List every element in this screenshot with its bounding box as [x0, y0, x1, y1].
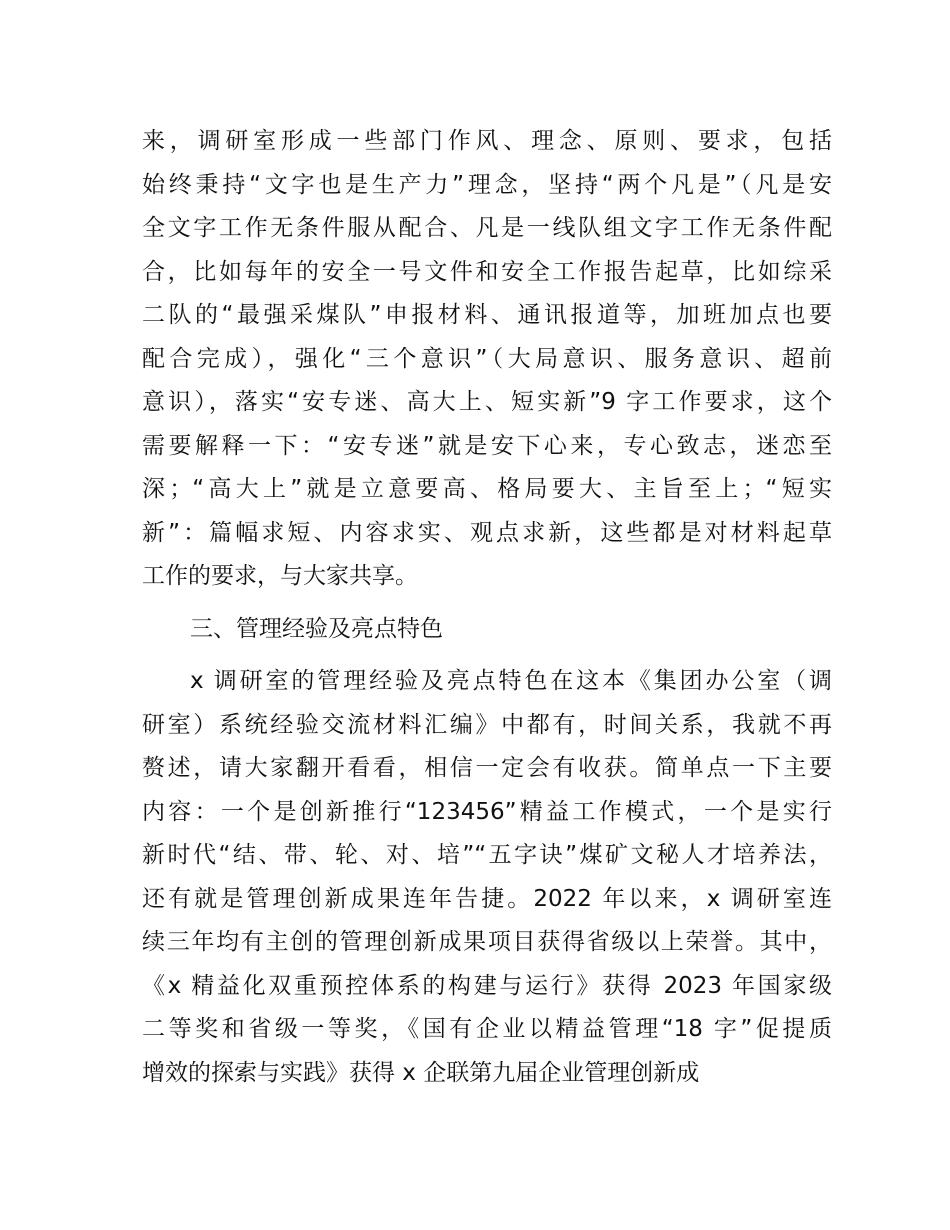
text-line: 还有就是管理创新成果连年告捷。2022 年以来，x 调研室连 [142, 885, 832, 912]
text-line: 工作的要求，与大家共享。 [142, 563, 418, 589]
section-heading-block [142, 608, 832, 652]
document-body [142, 120, 832, 1104]
text-line: 配合完成），强化“三个意识”（大局意识、服务意识、超前 [142, 345, 832, 372]
text-line: 始终秉持“文字也是生产力”理念，坚持“两个凡是”（凡是安 [142, 171, 832, 198]
text-line: 《x 精益化双重预控体系的构建与运行》获得 2023 年国家级 [142, 972, 832, 999]
text-line: 赘述，请大家翻开看看，相信一定会有收获。简单点一下主要 [142, 755, 832, 781]
text-line: 增效的探索与实践》获得 x 企联第九届企业管理创新成 [142, 1059, 700, 1086]
text-line: 二队的“最强采煤队”申报材料、通讯报道等，加班加点也要 [142, 302, 832, 328]
text-line: 二等奖和省级一等奖，《国有企业以精益管理“18 字”促提质 [142, 1016, 832, 1042]
section-heading: 三、管理经验及亮点特色 [190, 615, 443, 642]
text-line: 新”：篇幅求短、内容求实、观点求新，这些都是对材料起草 [142, 519, 832, 546]
text-line: x 调研室的管理经验及亮点特色在这本《集团办公室（调 [190, 668, 832, 694]
text-line: 续三年均有主创的管理创新成果项目获得省级以上荣誉。其中， [142, 929, 832, 955]
text-line: 研室）系统经验交流材料汇编》中都有，时间关系，我就不再 [142, 711, 832, 738]
text-line: 内容：一个是创新推行“123456”精益工作模式，一个是实行 [142, 798, 832, 825]
paragraph-management-experience [142, 660, 832, 1095]
text-line: 来，调研室形成一些部门作风、理念、原则、要求，包括 [142, 128, 832, 154]
paragraph-work-requirements [142, 120, 832, 599]
text-line: 意识），落实“安专迷、高大上、短实新”9 字工作要求，这个 [142, 389, 832, 415]
text-line: 深；“高大上”就是立意要高、格局要大、主旨至上；“短实 [142, 476, 832, 502]
text-line: 全文字工作无条件服从配合、凡是一线队组文字工作无条件配 [142, 215, 832, 241]
text-line: 新时代“结、带、轮、对、培”“五字诀”煤矿文秘人才培养法， [142, 842, 832, 868]
text-line: 需要解释一下：“安专迷”就是安下心来，专心致志，迷恋至 [142, 432, 832, 459]
text-line: 合，比如每年的安全一号文件和安全工作报告起草，比如综采 [142, 258, 832, 285]
